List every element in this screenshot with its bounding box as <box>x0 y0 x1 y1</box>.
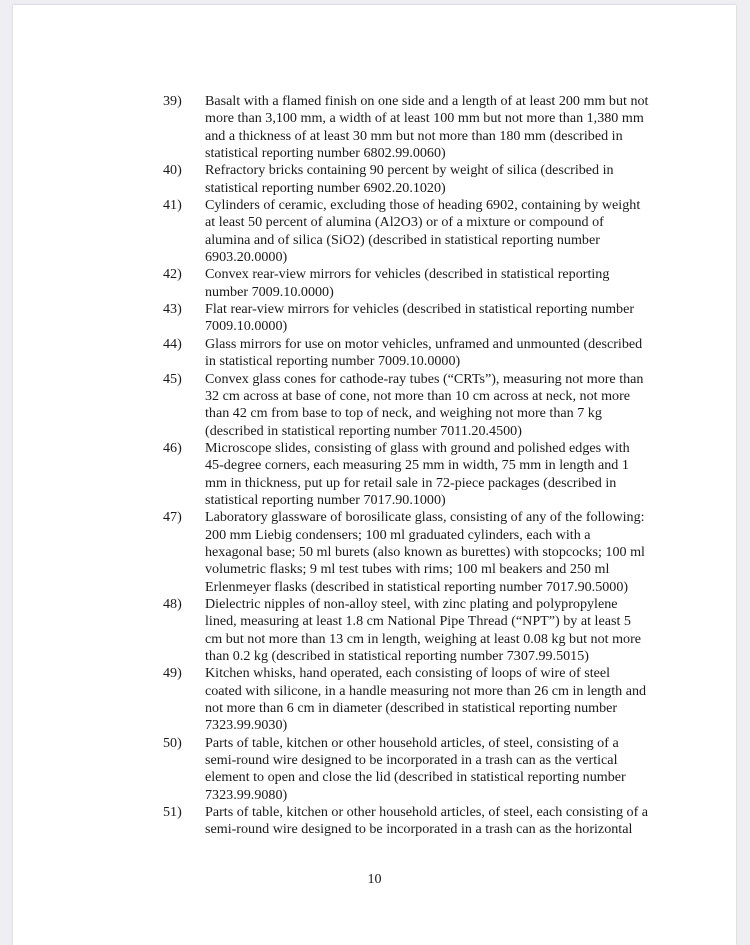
item-text <box>205 804 663 839</box>
item-number: 44) <box>163 335 182 352</box>
text-line: Parts of table, kitchen or other household articles, of steel, each consisting of a <box>205 804 649 821</box>
text-line: Erlenmeyer flasks (described in statistical reporting number 7017.90.5000) <box>205 578 629 595</box>
list-item <box>163 371 663 440</box>
list-item <box>163 665 663 734</box>
item-text <box>205 371 663 440</box>
text-line: semi-round wire designed to be incorporated in a trash can as the vertical <box>205 752 618 769</box>
text-line: coated with silicone, in a handle measuring not more than 26 cm in length and <box>205 682 647 699</box>
item-text <box>205 735 663 804</box>
item-text <box>205 301 663 336</box>
item-number: 46) <box>163 439 182 456</box>
text-line: Dielectric nipples of non-alloy steel, with zinc plating and polypropylene <box>205 595 618 612</box>
numbered-list <box>163 93 663 839</box>
document-page <box>13 5 736 945</box>
text-line: Basalt with a flamed finish on one side and a length of at least 200 mm but not <box>205 93 649 109</box>
text-line: Laboratory glassware of borosilicate glass, consisting of any of the following: <box>205 509 645 526</box>
list-item <box>163 266 663 301</box>
text-line: volumetric flasks; 9 ml test tubes with rims; 100 ml beakers and 250 ml <box>205 561 610 578</box>
text-line: and a thickness of at least 30 mm but not more than 180 mm (described in <box>205 127 623 144</box>
list-item <box>163 440 663 509</box>
item-number: 43) <box>163 301 182 318</box>
text-line: Flat rear-view mirrors for vehicles (described in statistical reporting number <box>205 301 635 318</box>
item-text <box>205 197 663 266</box>
list-item <box>163 336 663 371</box>
text-line: Kitchen whisks, hand operated, each consisting of loops of wire of steel <box>205 665 611 682</box>
list-item <box>163 509 663 596</box>
item-number: 45) <box>163 370 182 387</box>
text-line: mm in thickness, put up for retail sale in 72-piece packages (described in <box>205 474 617 491</box>
text-line: 7009.10.0000) <box>205 318 288 335</box>
text-line: statistical reporting number 7017.90.1000) <box>205 491 446 508</box>
text-line: (described in statistical reporting number 7011.20.4500) <box>205 422 522 439</box>
text-line: semi-round wire designed to be incorporated in a trash can as the horizontal <box>205 821 633 838</box>
item-text <box>205 596 663 665</box>
list-item <box>163 162 663 197</box>
text-line: hexagonal base; 50 ml burets (also known as burettes) with stopcocks; 100 ml <box>205 543 645 560</box>
text-line: 32 cm across at base of cone, not more than 10 cm across at neck, not more <box>205 387 631 404</box>
text-line: in statistical reporting number 7009.10.0000) <box>205 353 461 370</box>
text-line: Convex glass cones for cathode-ray tubes (“CRTs”), measuring not more than <box>205 370 644 387</box>
item-text <box>205 266 663 301</box>
item-text <box>205 336 663 371</box>
list-item <box>163 804 663 839</box>
item-number: 51) <box>163 804 182 821</box>
item-text <box>205 440 663 509</box>
item-number: 50) <box>163 734 182 751</box>
text-line: cm but not more than 13 cm in length, weighing at least 0.08 kg but not more <box>205 630 642 647</box>
text-line: than 42 cm from base to top of neck, and weighing not more than 7 kg <box>205 405 602 422</box>
item-text <box>205 509 663 596</box>
text-line: 200 mm Liebig condensers; 100 ml graduated cylinders, each with a <box>205 526 591 543</box>
text-line: Parts of table, kitchen or other household articles, of steel, consisting of a <box>205 734 619 751</box>
text-line: Microscope slides, consisting of glass with ground and polished edges with <box>205 439 630 456</box>
text-line: Convex rear-view mirrors for vehicles (described in statistical reporting <box>205 266 610 283</box>
item-text <box>205 93 663 162</box>
text-line: lined, measuring at least 1.8 cm National Pipe Thread (“NPT”) by at least 5 <box>205 613 631 630</box>
text-line: statistical reporting number 6802.99.0060) <box>205 145 446 162</box>
text-line: 7323.99.9080) <box>205 786 288 803</box>
text-line: more than 3,100 mm, a width of at least 100 mm but not more than 1,380 mm <box>205 110 644 127</box>
text-line: number 7009.10.0000) <box>205 283 334 300</box>
page-number: 10 <box>367 871 382 887</box>
text-line: than 0.2 kg (described in statistical reporting number 7307.99.5015) <box>205 648 589 664</box>
item-number: 40) <box>163 162 182 179</box>
list-item <box>163 93 663 162</box>
list-item <box>163 596 663 665</box>
item-number: 39) <box>163 93 182 109</box>
item-text <box>205 665 663 734</box>
text-line: Cylinders of ceramic, excluding those of heading 6902, containing by weight <box>205 197 641 214</box>
text-line: Glass mirrors for use on motor vehicles, unframed and unmounted (described <box>205 335 643 352</box>
text-line: alumina and of silica (SiO2) (described in statistical reporting number <box>205 231 600 248</box>
text-line: 7323.99.9030) <box>205 717 288 734</box>
list-item <box>163 735 663 804</box>
item-number: 41) <box>163 197 182 214</box>
list-item <box>163 301 663 336</box>
text-line: 6903.20.0000) <box>205 249 288 266</box>
text-line: not more than 6 cm in diameter (described in statistical reporting number <box>205 700 618 717</box>
text-line: 45-degree corners, each measuring 25 mm in width, 75 mm in length and 1 <box>205 457 629 474</box>
item-text <box>205 162 663 197</box>
item-number: 42) <box>163 266 182 283</box>
text-line: element to open and close the lid (described in statistical reporting number <box>205 769 626 786</box>
list-item <box>163 197 663 266</box>
text-line: Refractory bricks containing 90 percent by weight of silica (described in <box>205 162 614 179</box>
text-line: at least 50 percent of alumina (Al2O3) or of a mixture or compound of <box>205 214 604 231</box>
item-number: 48) <box>163 595 182 612</box>
text-line: statistical reporting number 6902.20.1020) <box>205 179 446 196</box>
item-number: 47) <box>163 509 182 526</box>
item-number: 49) <box>163 665 182 682</box>
